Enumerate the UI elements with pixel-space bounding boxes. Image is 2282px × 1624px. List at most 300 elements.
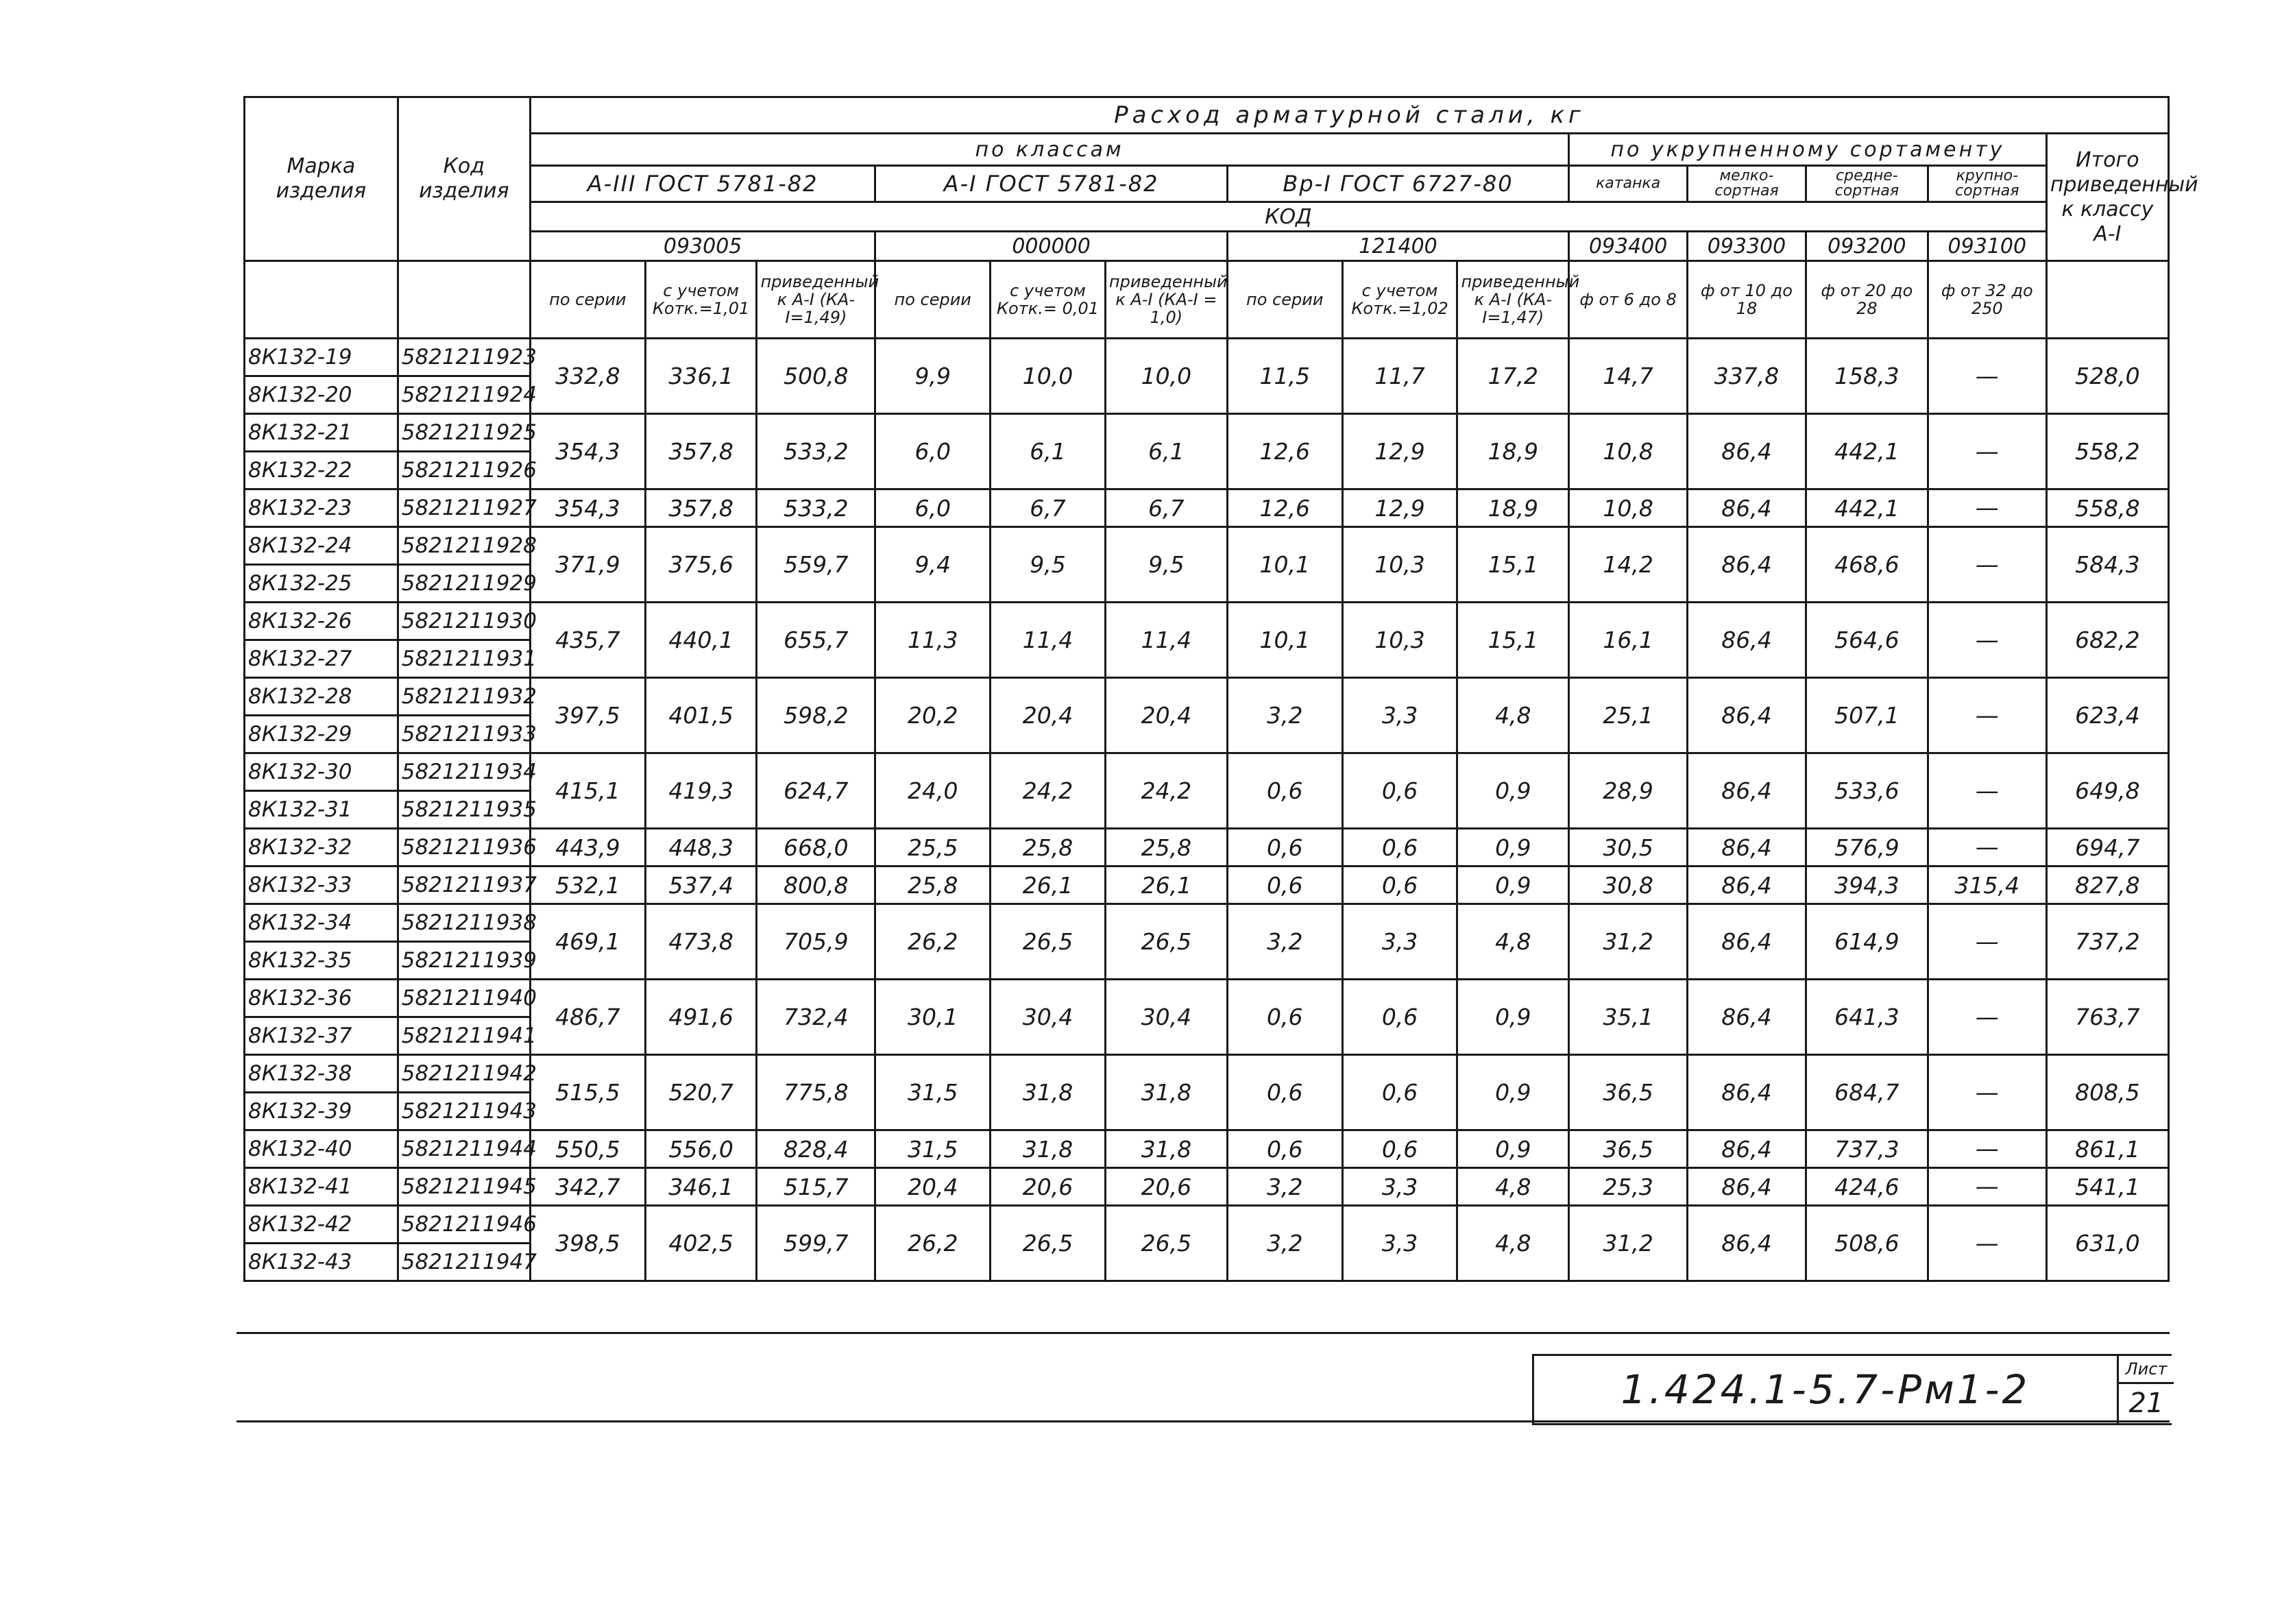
table-row bbox=[245, 527, 2169, 565]
value-cell: 442,1 bbox=[1806, 489, 1928, 527]
col-a1-reduced: приведенный к А-I (КА-I = 1,0) bbox=[1105, 261, 1227, 339]
value-cell: — bbox=[1928, 980, 2046, 1055]
header-code-vr1: 121400 bbox=[1227, 232, 1568, 261]
value-cell: 533,6 bbox=[1806, 753, 1928, 829]
value-cell: 401,5 bbox=[645, 678, 757, 753]
value-cell: 0,6 bbox=[1227, 829, 1342, 866]
header-code-a3: 093005 bbox=[530, 232, 875, 261]
sheet bbox=[243, 96, 2198, 1282]
value-cell: 25,8 bbox=[875, 866, 991, 904]
value-cell: 435,7 bbox=[530, 603, 645, 678]
value-cell: 12,9 bbox=[1342, 414, 1457, 489]
header-code-small: 093300 bbox=[1688, 232, 1806, 261]
value-cell: 26,5 bbox=[991, 904, 1106, 980]
value-cell: 86,4 bbox=[1688, 527, 1806, 603]
value-cell: 419,3 bbox=[645, 753, 757, 829]
value-cell: 424,6 bbox=[1806, 1168, 1928, 1206]
total-value: 737,2 bbox=[2046, 904, 2168, 980]
product-mark: 8К132-36 bbox=[245, 980, 398, 1017]
value-cell: 532,1 bbox=[530, 866, 645, 904]
value-cell: 415,1 bbox=[530, 753, 645, 829]
value-cell: 0,9 bbox=[1457, 866, 1569, 904]
product-code: 5821211939 bbox=[398, 942, 530, 980]
value-cell: 737,3 bbox=[1806, 1130, 1928, 1168]
value-cell: 0,9 bbox=[1457, 753, 1569, 829]
col-a3-adjusted: с учетом Котк.=1,01 bbox=[645, 261, 757, 339]
table-row bbox=[245, 904, 2169, 942]
header-code-medium: 093200 bbox=[1806, 232, 1928, 261]
product-mark: 8К132-38 bbox=[245, 1055, 398, 1093]
frame-line bbox=[236, 1420, 2170, 1422]
header-assortment-katanka: катанка bbox=[1569, 166, 1688, 202]
product-mark: 8К132-22 bbox=[245, 452, 398, 489]
total-value: 558,2 bbox=[2046, 414, 2168, 489]
value-cell: 18,9 bbox=[1457, 489, 1569, 527]
product-code: 5821211940 bbox=[398, 980, 530, 1017]
product-code: 5821211942 bbox=[398, 1055, 530, 1093]
value-cell: 443,9 bbox=[530, 829, 645, 866]
value-cell: 0,6 bbox=[1342, 866, 1457, 904]
value-cell: 25,8 bbox=[991, 829, 1106, 866]
product-mark: 8К132-32 bbox=[245, 829, 398, 866]
value-cell: 11,5 bbox=[1227, 339, 1342, 414]
value-cell: — bbox=[1928, 904, 2046, 980]
value-cell: 30,8 bbox=[1569, 866, 1688, 904]
value-cell: 357,8 bbox=[645, 489, 757, 527]
value-cell: 86,4 bbox=[1688, 489, 1806, 527]
total-value: 631,0 bbox=[2046, 1206, 2168, 1281]
value-cell: — bbox=[1928, 489, 2046, 527]
value-cell: 440,1 bbox=[645, 603, 757, 678]
col-a3-series: по серии bbox=[530, 261, 645, 339]
value-cell: — bbox=[1928, 1055, 2046, 1130]
value-cell: 6,7 bbox=[1105, 489, 1227, 527]
value-cell: 550,5 bbox=[530, 1130, 645, 1168]
table-row bbox=[245, 866, 2169, 904]
product-code: 5821211947 bbox=[398, 1244, 530, 1281]
value-cell: 9,5 bbox=[991, 527, 1106, 603]
value-cell: 3,2 bbox=[1227, 904, 1342, 980]
value-cell: — bbox=[1928, 753, 2046, 829]
value-cell: 86,4 bbox=[1688, 829, 1806, 866]
header-mark: Марка изделия bbox=[245, 97, 398, 261]
value-cell: 30,4 bbox=[991, 980, 1106, 1055]
value-cell: 26,2 bbox=[875, 1206, 991, 1281]
table-row bbox=[245, 414, 2169, 452]
value-cell: 158,3 bbox=[1806, 339, 1928, 414]
product-mark: 8К132-30 bbox=[245, 753, 398, 791]
value-cell: 10,1 bbox=[1227, 603, 1342, 678]
value-cell: 12,9 bbox=[1342, 489, 1457, 527]
value-cell: 24,0 bbox=[875, 753, 991, 829]
header-blank-code bbox=[398, 261, 530, 339]
value-cell: 11,7 bbox=[1342, 339, 1457, 414]
col-diam-large: ф от 32 до 250 bbox=[1928, 261, 2046, 339]
value-cell: 11,4 bbox=[991, 603, 1106, 678]
value-cell: 4,8 bbox=[1457, 1168, 1569, 1206]
value-cell: 0,9 bbox=[1457, 980, 1569, 1055]
value-cell: — bbox=[1928, 339, 2046, 414]
value-cell: — bbox=[1928, 603, 2046, 678]
value-cell: 17,2 bbox=[1457, 339, 1569, 414]
value-cell: 20,6 bbox=[1105, 1168, 1227, 1206]
value-cell: 0,6 bbox=[1227, 866, 1342, 904]
sheet-number: 21 bbox=[2128, 1387, 2164, 1419]
value-cell: 31,5 bbox=[875, 1055, 991, 1130]
value-cell: — bbox=[1928, 1130, 2046, 1168]
value-cell: 614,9 bbox=[1806, 904, 1928, 980]
value-cell: 0,6 bbox=[1227, 753, 1342, 829]
total-value: 694,7 bbox=[2046, 829, 2168, 866]
total-value: 528,0 bbox=[2046, 339, 2168, 414]
product-code: 5821211934 bbox=[398, 753, 530, 791]
product-mark: 8К132-37 bbox=[245, 1017, 398, 1055]
value-cell: — bbox=[1928, 678, 2046, 753]
value-cell: 3,2 bbox=[1227, 1168, 1342, 1206]
col-vr1-adjusted: с учетом Котк.=1,02 bbox=[1342, 261, 1457, 339]
value-cell: 6,7 bbox=[991, 489, 1106, 527]
value-cell: 31,5 bbox=[875, 1130, 991, 1168]
value-cell: 28,9 bbox=[1569, 753, 1688, 829]
steel-consumption-table bbox=[243, 96, 2198, 1282]
value-cell: 30,1 bbox=[875, 980, 991, 1055]
value-cell: 86,4 bbox=[1688, 1055, 1806, 1130]
value-cell: 486,7 bbox=[530, 980, 645, 1055]
value-cell: 10,3 bbox=[1342, 603, 1457, 678]
table-row bbox=[245, 1055, 2169, 1093]
value-cell: 35,1 bbox=[1569, 980, 1688, 1055]
value-cell: 775,8 bbox=[757, 1055, 875, 1130]
value-cell: 26,5 bbox=[991, 1206, 1106, 1281]
value-cell: 15,1 bbox=[1457, 603, 1569, 678]
value-cell: 6,1 bbox=[991, 414, 1106, 489]
value-cell: 3,3 bbox=[1342, 1168, 1457, 1206]
total-value: 558,8 bbox=[2046, 489, 2168, 527]
value-cell: 576,9 bbox=[1806, 829, 1928, 866]
product-mark: 8К132-24 bbox=[245, 527, 398, 565]
value-cell: 31,8 bbox=[1105, 1055, 1227, 1130]
value-cell: 25,1 bbox=[1569, 678, 1688, 753]
value-cell: 10,3 bbox=[1342, 527, 1457, 603]
value-cell: 6,0 bbox=[875, 489, 991, 527]
value-cell: 26,5 bbox=[1105, 1206, 1227, 1281]
value-cell: 315,4 bbox=[1928, 866, 2046, 904]
col-a1-adjusted: с учетом Котк.= 0,01 bbox=[991, 261, 1106, 339]
value-cell: 354,3 bbox=[530, 489, 645, 527]
value-cell: 12,6 bbox=[1227, 414, 1342, 489]
product-code: 5821211933 bbox=[398, 716, 530, 753]
value-cell: 26,1 bbox=[991, 866, 1106, 904]
total-value: 827,8 bbox=[2046, 866, 2168, 904]
table-row bbox=[245, 339, 2169, 376]
col-diam-small: ф от 10 до 18 bbox=[1688, 261, 1806, 339]
header-blank-total bbox=[2046, 261, 2168, 339]
header-product-code: Код изделия bbox=[398, 97, 530, 261]
header-class-a1: А-I ГОСТ 5781-82 bbox=[875, 166, 1228, 202]
product-code: 5821211943 bbox=[398, 1093, 530, 1130]
header-title: Расход арматурной стали, кг bbox=[530, 97, 2168, 134]
value-cell: 20,4 bbox=[875, 1168, 991, 1206]
col-diam-katanka: ф от 6 до 8 bbox=[1569, 261, 1688, 339]
value-cell: 394,3 bbox=[1806, 866, 1928, 904]
value-cell: 515,7 bbox=[757, 1168, 875, 1206]
table-row bbox=[245, 753, 2169, 791]
product-mark: 8К132-27 bbox=[245, 640, 398, 678]
product-code: 5821211946 bbox=[398, 1206, 530, 1244]
value-cell: 14,2 bbox=[1569, 527, 1688, 603]
table-row bbox=[245, 1168, 2169, 1206]
sheet-label: Лист bbox=[2119, 1356, 2174, 1384]
value-cell: 11,4 bbox=[1105, 603, 1227, 678]
value-cell: 11,3 bbox=[875, 603, 991, 678]
value-cell: 0,6 bbox=[1227, 1055, 1342, 1130]
product-mark: 8К132-41 bbox=[245, 1168, 398, 1206]
value-cell: 469,1 bbox=[530, 904, 645, 980]
value-cell: 16,1 bbox=[1569, 603, 1688, 678]
value-cell: 10,1 bbox=[1227, 527, 1342, 603]
value-cell: 3,3 bbox=[1342, 1206, 1457, 1281]
value-cell: 86,4 bbox=[1688, 414, 1806, 489]
product-code: 5821211941 bbox=[398, 1017, 530, 1055]
value-cell: — bbox=[1928, 1206, 2046, 1281]
value-cell: 448,3 bbox=[645, 829, 757, 866]
value-cell: — bbox=[1928, 414, 2046, 489]
value-cell: 86,4 bbox=[1688, 1130, 1806, 1168]
product-code: 5821211945 bbox=[398, 1168, 530, 1206]
header-code-label: КОД bbox=[530, 202, 2046, 232]
value-cell: 20,6 bbox=[991, 1168, 1106, 1206]
table-row bbox=[245, 829, 2169, 866]
header-code-a1: 000000 bbox=[875, 232, 1228, 261]
value-cell: 86,4 bbox=[1688, 1168, 1806, 1206]
product-mark: 8К132-42 bbox=[245, 1206, 398, 1244]
value-cell: 491,6 bbox=[645, 980, 757, 1055]
total-value: 682,2 bbox=[2046, 603, 2168, 678]
product-code: 5821211928 bbox=[398, 527, 530, 565]
product-mark: 8К132-43 bbox=[245, 1244, 398, 1281]
table-row bbox=[245, 678, 2169, 716]
value-cell: 86,4 bbox=[1688, 1206, 1806, 1281]
value-cell: 655,7 bbox=[757, 603, 875, 678]
value-cell: 473,8 bbox=[645, 904, 757, 980]
header-blank-mark bbox=[245, 261, 398, 339]
value-cell: 668,0 bbox=[757, 829, 875, 866]
value-cell: 599,7 bbox=[757, 1206, 875, 1281]
value-cell: 0,9 bbox=[1457, 1055, 1569, 1130]
value-cell: 6,1 bbox=[1105, 414, 1227, 489]
total-value: 623,4 bbox=[2046, 678, 2168, 753]
value-cell: 828,4 bbox=[757, 1130, 875, 1168]
product-mark: 8К132-26 bbox=[245, 603, 398, 640]
col-diam-medium: ф от 20 до 28 bbox=[1806, 261, 1928, 339]
value-cell: 705,9 bbox=[757, 904, 875, 980]
value-cell: 31,8 bbox=[991, 1130, 1106, 1168]
value-cell: 26,2 bbox=[875, 904, 991, 980]
value-cell: 86,4 bbox=[1688, 904, 1806, 980]
value-cell: 31,8 bbox=[1105, 1130, 1227, 1168]
value-cell: 25,3 bbox=[1569, 1168, 1688, 1206]
header-by-assortment: по укрупненному сортаменту bbox=[1569, 134, 2047, 166]
product-mark: 8К132-28 bbox=[245, 678, 398, 716]
product-code: 5821211932 bbox=[398, 678, 530, 716]
value-cell: 25,5 bbox=[875, 829, 991, 866]
header-code-large: 093100 bbox=[1928, 232, 2046, 261]
value-cell: 342,7 bbox=[530, 1168, 645, 1206]
product-mark: 8К132-25 bbox=[245, 565, 398, 603]
total-value: 763,7 bbox=[2046, 980, 2168, 1055]
value-cell: 556,0 bbox=[645, 1130, 757, 1168]
value-cell: 4,8 bbox=[1457, 904, 1569, 980]
value-cell: 86,4 bbox=[1688, 753, 1806, 829]
frame-line bbox=[236, 1332, 2170, 1334]
value-cell: 336,1 bbox=[645, 339, 757, 414]
value-cell: 354,3 bbox=[530, 414, 645, 489]
value-cell: 515,5 bbox=[530, 1055, 645, 1130]
product-mark: 8К132-34 bbox=[245, 904, 398, 942]
value-cell: 36,5 bbox=[1569, 1130, 1688, 1168]
value-cell: 800,8 bbox=[757, 866, 875, 904]
product-mark: 8К132-20 bbox=[245, 376, 398, 414]
value-cell: 346,1 bbox=[645, 1168, 757, 1206]
table-row bbox=[245, 489, 2169, 527]
value-cell: 24,2 bbox=[1105, 753, 1227, 829]
value-cell: 337,8 bbox=[1688, 339, 1806, 414]
product-code: 5821211935 bbox=[398, 791, 530, 829]
value-cell: 732,4 bbox=[757, 980, 875, 1055]
value-cell: 86,4 bbox=[1688, 603, 1806, 678]
value-cell: 398,5 bbox=[530, 1206, 645, 1281]
value-cell: 3,2 bbox=[1227, 1206, 1342, 1281]
total-value: 541,1 bbox=[2046, 1168, 2168, 1206]
header-code-katanka: 093400 bbox=[1569, 232, 1688, 261]
value-cell: 26,1 bbox=[1105, 866, 1227, 904]
value-cell: 9,5 bbox=[1105, 527, 1227, 603]
col-vr1-series: по серии bbox=[1227, 261, 1342, 339]
product-mark: 8К132-39 bbox=[245, 1093, 398, 1130]
value-cell: 6,0 bbox=[875, 414, 991, 489]
header-assortment-small: мелко-сортная bbox=[1688, 166, 1806, 202]
table-row bbox=[245, 603, 2169, 640]
value-cell: 564,6 bbox=[1806, 603, 1928, 678]
value-cell: 30,5 bbox=[1569, 829, 1688, 866]
value-cell: 468,6 bbox=[1806, 527, 1928, 603]
value-cell: 357,8 bbox=[645, 414, 757, 489]
document-code: 1.424.1-5.7-Рм1-2 bbox=[1621, 1366, 2030, 1413]
header-total: Итого приведенный к классу А-I bbox=[2046, 134, 2168, 261]
value-cell: 10,8 bbox=[1569, 414, 1688, 489]
value-cell: 0,6 bbox=[1227, 1130, 1342, 1168]
product-mark: 8К132-31 bbox=[245, 791, 398, 829]
header-assortment-medium: средне-сортная bbox=[1806, 166, 1928, 202]
value-cell: — bbox=[1928, 1168, 2046, 1206]
value-cell: 3,2 bbox=[1227, 678, 1342, 753]
value-cell: 520,7 bbox=[645, 1055, 757, 1130]
value-cell: 4,8 bbox=[1457, 678, 1569, 753]
value-cell: 26,5 bbox=[1105, 904, 1227, 980]
table-row bbox=[245, 1206, 2169, 1244]
sheet-box bbox=[2117, 1356, 2174, 1423]
table-body bbox=[245, 339, 2169, 1281]
header-assortment-large: крупно-сортная bbox=[1928, 166, 2046, 202]
value-cell: — bbox=[1928, 527, 2046, 603]
total-value: 808,5 bbox=[2046, 1055, 2168, 1130]
value-cell: — bbox=[1928, 829, 2046, 866]
col-a3-reduced: приведенный к А-I (КА-I=1,49) bbox=[757, 261, 875, 339]
product-mark: 8К132-23 bbox=[245, 489, 398, 527]
value-cell: 0,9 bbox=[1457, 829, 1569, 866]
product-mark: 8К132-21 bbox=[245, 414, 398, 452]
value-cell: 508,6 bbox=[1806, 1206, 1928, 1281]
total-value: 649,8 bbox=[2046, 753, 2168, 829]
value-cell: 10,8 bbox=[1569, 489, 1688, 527]
value-cell: 15,1 bbox=[1457, 527, 1569, 603]
value-cell: 86,4 bbox=[1688, 678, 1806, 753]
value-cell: 0,6 bbox=[1342, 753, 1457, 829]
product-code: 5821211926 bbox=[398, 452, 530, 489]
value-cell: 507,1 bbox=[1806, 678, 1928, 753]
product-mark: 8К132-35 bbox=[245, 942, 398, 980]
value-cell: 442,1 bbox=[1806, 414, 1928, 489]
value-cell: 0,6 bbox=[1342, 980, 1457, 1055]
value-cell: 0,6 bbox=[1227, 980, 1342, 1055]
product-mark: 8К132-19 bbox=[245, 339, 398, 376]
header-by-classes: по классам bbox=[530, 134, 1568, 166]
value-cell: 559,7 bbox=[757, 527, 875, 603]
value-cell: 20,4 bbox=[991, 678, 1106, 753]
product-code: 5821211931 bbox=[398, 640, 530, 678]
value-cell: 500,8 bbox=[757, 339, 875, 414]
table-row bbox=[245, 1130, 2169, 1168]
value-cell: 9,9 bbox=[875, 339, 991, 414]
product-code: 5821211925 bbox=[398, 414, 530, 452]
value-cell: 533,2 bbox=[757, 489, 875, 527]
product-code: 5821211938 bbox=[398, 904, 530, 942]
product-code: 5821211923 bbox=[398, 339, 530, 376]
value-cell: 14,7 bbox=[1569, 339, 1688, 414]
value-cell: 0,6 bbox=[1342, 1055, 1457, 1130]
value-cell: 3,3 bbox=[1342, 678, 1457, 753]
product-mark: 8К132-40 bbox=[245, 1130, 398, 1168]
table-row bbox=[245, 980, 2169, 1017]
product-code: 5821211936 bbox=[398, 829, 530, 866]
value-cell: 0,6 bbox=[1342, 1130, 1457, 1168]
value-cell: 86,4 bbox=[1688, 980, 1806, 1055]
value-cell: 4,8 bbox=[1457, 1206, 1569, 1281]
value-cell: 20,2 bbox=[875, 678, 991, 753]
value-cell: 0,6 bbox=[1342, 829, 1457, 866]
product-code: 5821211929 bbox=[398, 565, 530, 603]
value-cell: 371,9 bbox=[530, 527, 645, 603]
value-cell: 86,4 bbox=[1688, 866, 1806, 904]
value-cell: 641,3 bbox=[1806, 980, 1928, 1055]
value-cell: 10,0 bbox=[991, 339, 1106, 414]
value-cell: 9,4 bbox=[875, 527, 991, 603]
table-header bbox=[245, 97, 2198, 339]
value-cell: 3,3 bbox=[1342, 904, 1457, 980]
value-cell: 402,5 bbox=[645, 1206, 757, 1281]
col-a1-series: по серии bbox=[875, 261, 991, 339]
value-cell: 18,9 bbox=[1457, 414, 1569, 489]
value-cell: 12,6 bbox=[1227, 489, 1342, 527]
value-cell: 533,2 bbox=[757, 414, 875, 489]
product-code: 5821211930 bbox=[398, 603, 530, 640]
title-block bbox=[1532, 1354, 2172, 1425]
value-cell: 0,9 bbox=[1457, 1130, 1569, 1168]
value-cell: 30,4 bbox=[1105, 980, 1227, 1055]
value-cell: 31,2 bbox=[1569, 1206, 1688, 1281]
total-value: 861,1 bbox=[2046, 1130, 2168, 1168]
product-code: 5821211924 bbox=[398, 376, 530, 414]
